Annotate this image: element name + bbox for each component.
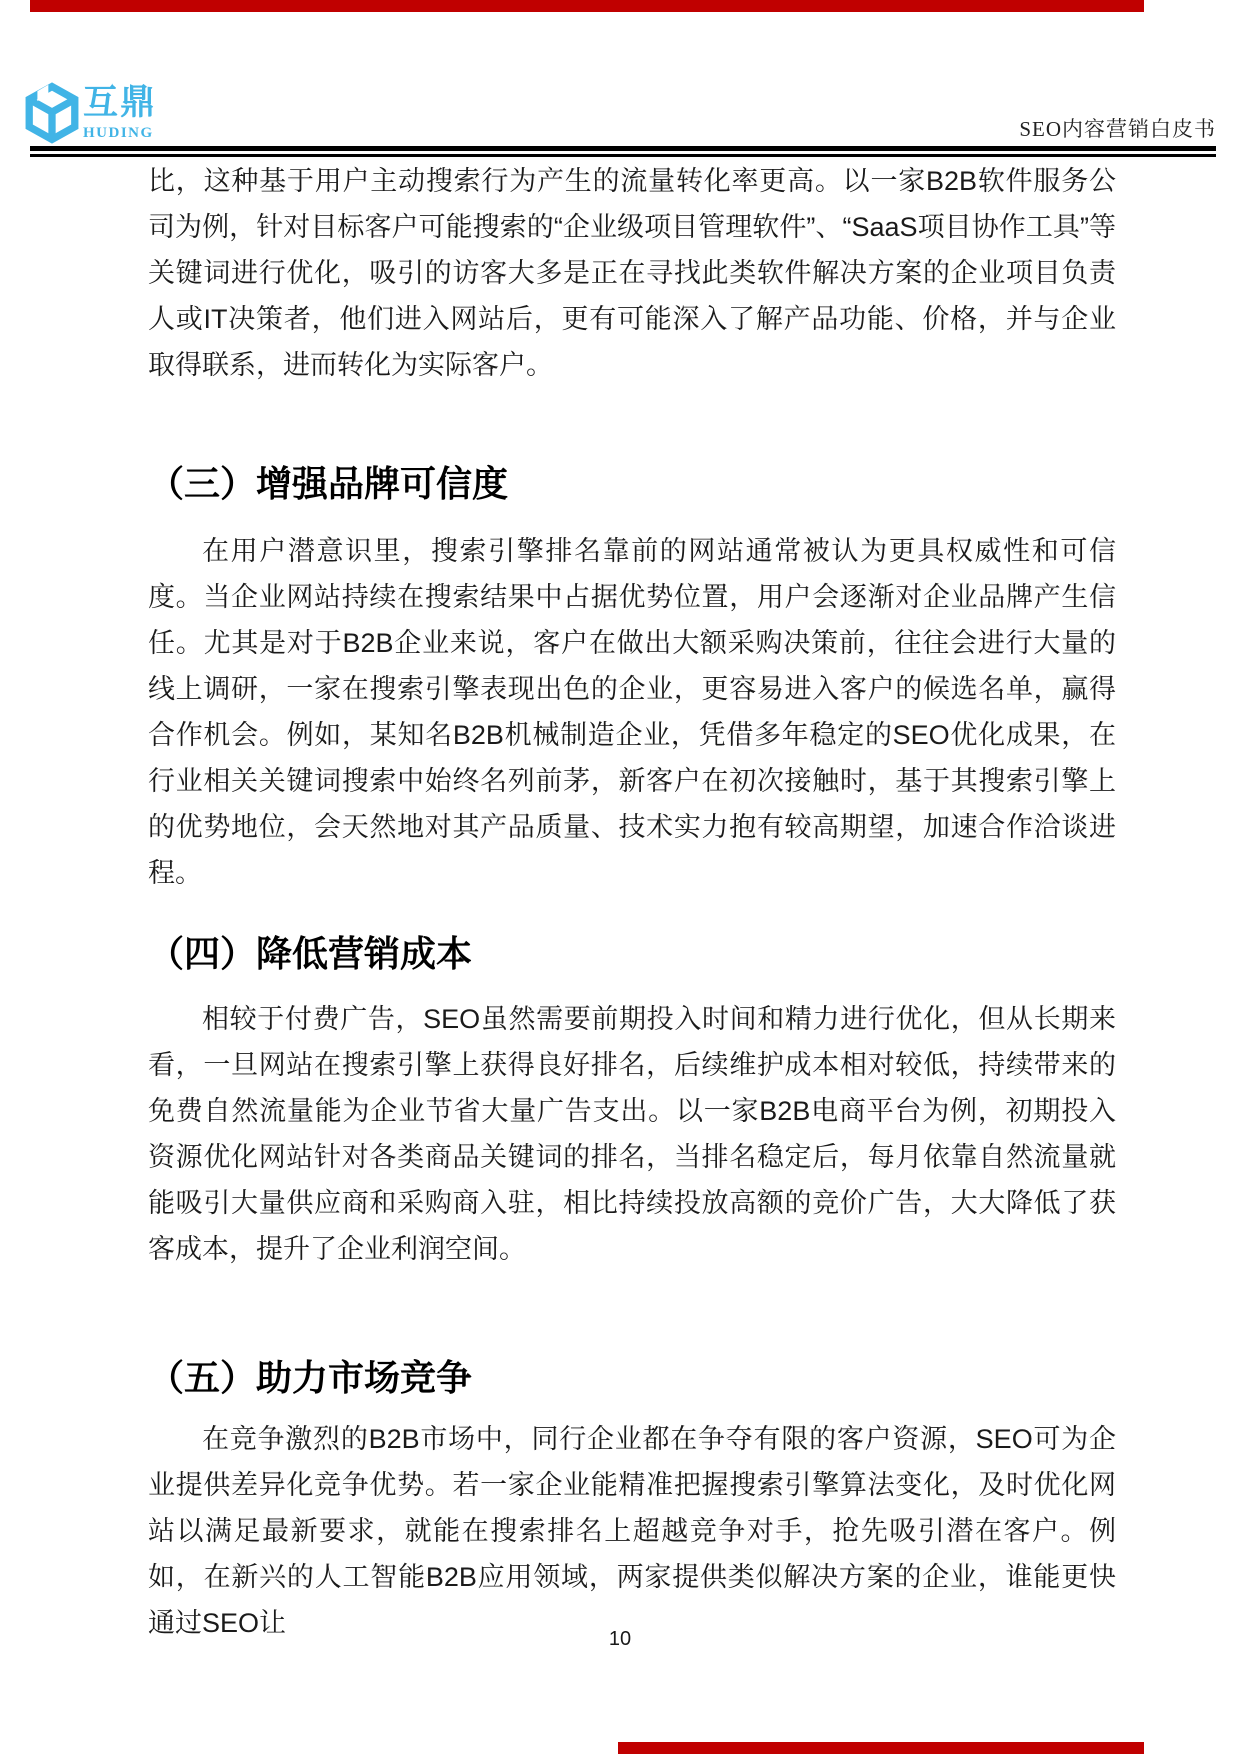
section-body-4: 相较于付费广告，SEO虽然需要前期投入时间和精力进行优化，但从长期来看，一旦网站在搜索引擎上获得良好排名，后续维护成本相对较低，持续带来的免费自然流量能为企业节省大量广告支出。以一家B2B电商平台为例，初期投入资源优化网站针对各类商品关键词的排名，当排名稳定后，每月依靠自然流量就能吸引大量供应商和采购商入驻，相比持续投放高额的竞价广告，大大降低了获客成本，提升了企业利润空间。 (148, 1004, 1116, 1264)
header-rule-thin (30, 154, 1216, 157)
huding-logo (24, 82, 157, 144)
bottom-red-bar (618, 1742, 1144, 1754)
intro-paragraph: 比，这种基于用户主动搜索行为产生的流量转化率更高。以一家B2B软件服务公司为例，针对目标客户可能搜索的“企业级项目管理软件”、“SaaS项目协作工具”等关键词进行优化，吸引的访客大多是正在寻找此类软件解决方案的企业项目负责人或IT决策者，他们进入网站后，更有可能深入了解产品功能、价格，并与企业取得联系，进而转化为实际客户。 (148, 166, 1116, 380)
logo-text-block (83, 82, 157, 142)
header-doc-title: SEO内容营销白皮书 (1019, 117, 1216, 141)
logo-text-zh: 互鼎 (83, 83, 158, 122)
page-number: 10 (608, 1628, 632, 1650)
section-heading-3: （三）增强品牌可信度 (148, 463, 509, 504)
logo-text-en: HUDING (83, 125, 154, 141)
section-body-3: 在用户潜意识里，搜索引擎排名靠前的网站通常被认为更具权威性和可信度。当企业网站持续在搜索结果中占据优势位置，用户会逐渐对企业品牌产生信任。尤其是对于B2B企业来说，客户在做出大额采购决策前，往往会进行大量的线上调研，一家在搜索引擎表现出色的企业，更容易进入客户的候选名单，赢得合作机会。例如，某知名B2B机械制造企业，凭借多年稳定的SEO优化成果，在行业相关关键词搜索中始终名列前茅，新客户在初次接触时，基于其搜索引擎上的优势地位，会天然地对其产品质量、技术实力抱有较高期望，加速合作洽谈进程。 (148, 536, 1116, 888)
section-heading-4: （四）降低营销成本 (148, 933, 473, 974)
section-heading-5: （五）助力市场竞争 (148, 1357, 473, 1398)
top-red-bar (30, 0, 1144, 12)
section-body-5: 在竞争激烈的B2B市场中，同行企业都在争夺有限的客户资源，SEO可为企业提供差异化竞争优势。若一家企业能精准把握搜索引擎算法变化，及时优化网站以满足最新要求，就能在搜索排名上超越竞争对手，抢先吸引潜在客户。例如，在新兴的人工智能B2B应用领域，两家提供类似解决方案的企业，谁能更快通过SEO让 (148, 1424, 1116, 1638)
header-rule-thick (30, 146, 1216, 151)
logo-cube-icon (24, 82, 80, 144)
